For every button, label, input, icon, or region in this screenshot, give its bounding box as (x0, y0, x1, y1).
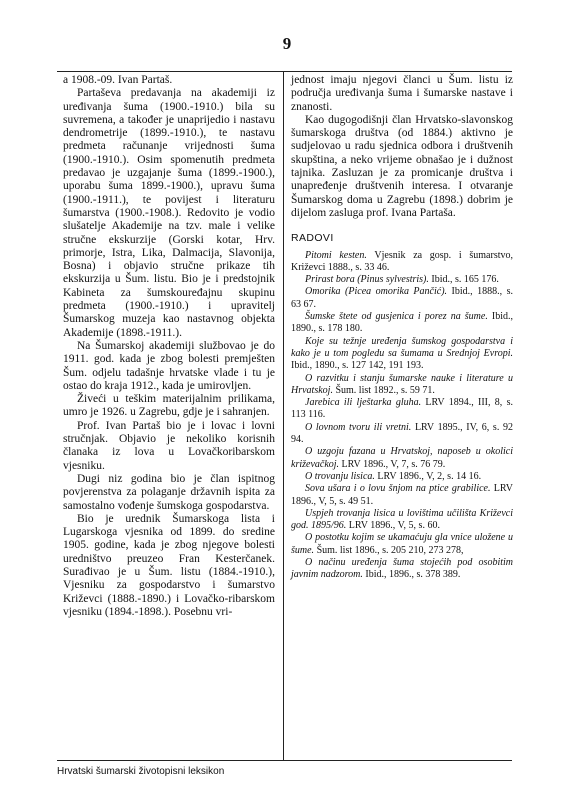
work-citation: Ibid., 1888., s. 63 67. (291, 286, 513, 310)
work-title: Sova ušara i o lovu šnjom na ptice grabilice. (305, 483, 491, 495)
column-divider (283, 71, 284, 760)
work-title: Jarebica ili lještarka gluha. (305, 397, 422, 409)
paragraph: Prof. Ivan Partaš bio je i lovac i lovni stručnjak. Objavio je nekoliko korisnih članaka iz lova u Lovačkoribarskom vjesniku. (63, 419, 275, 472)
works-heading: RADOVI (291, 232, 334, 245)
work-entry (291, 422, 513, 447)
work-title: O trovanju lisica. (305, 470, 375, 482)
work-title: Uspjeh trovanja lisica u lovištima učilišta Križevci god. 1895/96. (291, 507, 513, 532)
work-citation: Ibid., s. 165 176. (428, 274, 499, 286)
paragraph: Bio je urednik Šumarskoga lista i Lugarskoga vjesnika od 1899. do sredine 1905. godine, kada je zbog njegove bolesti uredništvo preuzeo Fran Kesterčanek. Surađivao je u Šum. listu (1884.-1910.), Vjesniku za gospodarstvo i šumarstvo Križevci (1888.-1890.) i Lovačko-ribarskom vjesniku (1894.-1898.). Posebnu vri- (63, 512, 275, 618)
paragraph: Živeći u teškim materijalnim prilikama, umro je 1926. u Zagrebu, gdje je i sahranjen. (63, 393, 275, 419)
paragraph: Partaševa predavanja na akademiji iz uređivanja šuma (1900.-1910.) bila su suvremena, a također je unaprijedio i nastavu dendrometrije (1899.-1910.), te nastavu predmeta računanje vrijednosti šuma (1900.-1910.). Osim spomenutih predmeta predavao je uzgajanje šuma (1899.-1900.), uporabu šuma 1899.-1900.), upravu šuma (1900.-1911.), te povijest i literaturu šumarstva (1900.-1908.). Redovito je vodio slušatelje Akademije na tzv. male i velike stručne ekskurzije (Gorski kotar, Hrv. primorje, Istra, Lika, Dalmacija, Slavonija, Bosna) i objavio stručne prikaze tih ekskurzija u Šum. listu. Bio je i predstojnik Kabineta za šumskouređajnu skupinu predmeta (1900.-1910.) i upravitelj Šumarskog muzeja kao nastavnog objekta Akademije (1898.-1911.). (63, 87, 275, 339)
work-citation: LRV 1896., V, 7, s. 76 79. (339, 458, 446, 470)
work-entry (291, 274, 513, 286)
work-citation: LRV 1896., V, 5, s. 49 51. (291, 483, 513, 507)
works-list (291, 250, 513, 582)
work-entry (291, 373, 513, 398)
top-rule (57, 71, 512, 72)
right-column (291, 74, 513, 582)
footer-title: Hrvatski šumarski životopisni leksikon (57, 766, 225, 777)
work-title: O uzgoju fazana u Hrvatskoj, naposeb u okolici križevačkoj. (291, 446, 513, 470)
work-title: O lovnom tvoru ili vretni. (305, 421, 412, 433)
work-entry (291, 557, 513, 582)
work-entry (291, 286, 513, 311)
work-entry (291, 532, 513, 557)
work-citation: Vjesnik za gosp. i šumarstvo, Križevci 1888., s. 33 46. (291, 249, 513, 273)
paragraph: Na Šumarskoj akademiji službovao je do 1911. god. kada je zbog bolesti premješten Šum. odjelu tadašnje hrvatske vlade i tu je ostao do kraja 1912., kada je umirovljen. (63, 339, 275, 392)
bottom-rule (57, 760, 512, 761)
paragraph: a 1908.-09. Ivan Partaš. (63, 74, 173, 86)
work-citation: Ibid., 1890., s. 178 180. (291, 311, 514, 335)
work-citation: LRV 1896., V, 2, s. 14 16. (374, 470, 482, 482)
work-title: Prirast bora (Pinus sylvestris). (305, 274, 429, 286)
work-entry (291, 446, 513, 471)
paragraph: Dugi niz godina bio je član ispitnog povjerenstva za polaganje državnih ispita za samostalno vođenje šumskoga gospodarstva. (63, 472, 275, 512)
work-title: Pitomi kesten. (305, 249, 367, 261)
paragraph: Kao dugogodišnji član Hrvatsko-slavonskog šumarskoga društva (od 1884.) aktivno je sudjelovao u radu sjednica odbora i društvenih skupština, a neko vrijeme obnašao je i dužnost tajnika. Zasluzan je za promicanje društva i unapređenje društvenih interesa. I otvaranje Šumarskog doma u Zagrebu (1898.) dobrim je dijelom zasluga prof. Ivana Partaša. (291, 113, 513, 219)
work-title: O razvitku i stanju šumarske nauke i literature u Hrvatskoj. (291, 372, 513, 396)
work-entry (291, 508, 513, 533)
work-entry (291, 483, 513, 508)
work-title: Koje su težnje uređenja šumskog gospodarstva i kako je u tom pogledu sa šumama u Srednjoj Evropi. (291, 335, 513, 359)
work-citation: Šum. list 1892., s. 59 71. (332, 384, 435, 396)
work-entry (291, 311, 513, 336)
left-column (63, 74, 275, 619)
work-entry (291, 250, 513, 275)
work-entry (291, 471, 513, 483)
paragraph: jednost imaju njegovi članci u Šum. listu iz područja uređivanja šuma i šumarske nastave i znanosti. (291, 74, 513, 113)
work-citation: LRV 1894., III, 8, s. 113 116. (291, 397, 513, 421)
work-citation: LRV 1896., V, 5, s. 60. (346, 520, 440, 532)
work-entry (291, 336, 513, 373)
work-entry (291, 397, 513, 422)
work-citation: LRV 1895., IV, 6, s. 92 94. (291, 421, 513, 446)
work-title: O postotku kojim se ukamaćuju gla vnice uložene u šume. (291, 532, 513, 556)
work-title: Omorika (Picea omorika Pančić). (305, 286, 448, 298)
work-citation: Ibid., 1890., s. 127 142, 191 193. (291, 360, 424, 372)
work-citation: Šum. list 1896., s. 205 210, 273 278, (314, 544, 464, 556)
page-number: 9 (282, 34, 292, 53)
work-title: O načinu uređenja šuma stojećih pod osobitim javnim nadzorom. (291, 556, 513, 581)
work-title: Šumske štete od gusjenica i porez na šume. (305, 311, 488, 323)
work-citation: Ibid., 1896., s. 378 389. (362, 569, 461, 581)
